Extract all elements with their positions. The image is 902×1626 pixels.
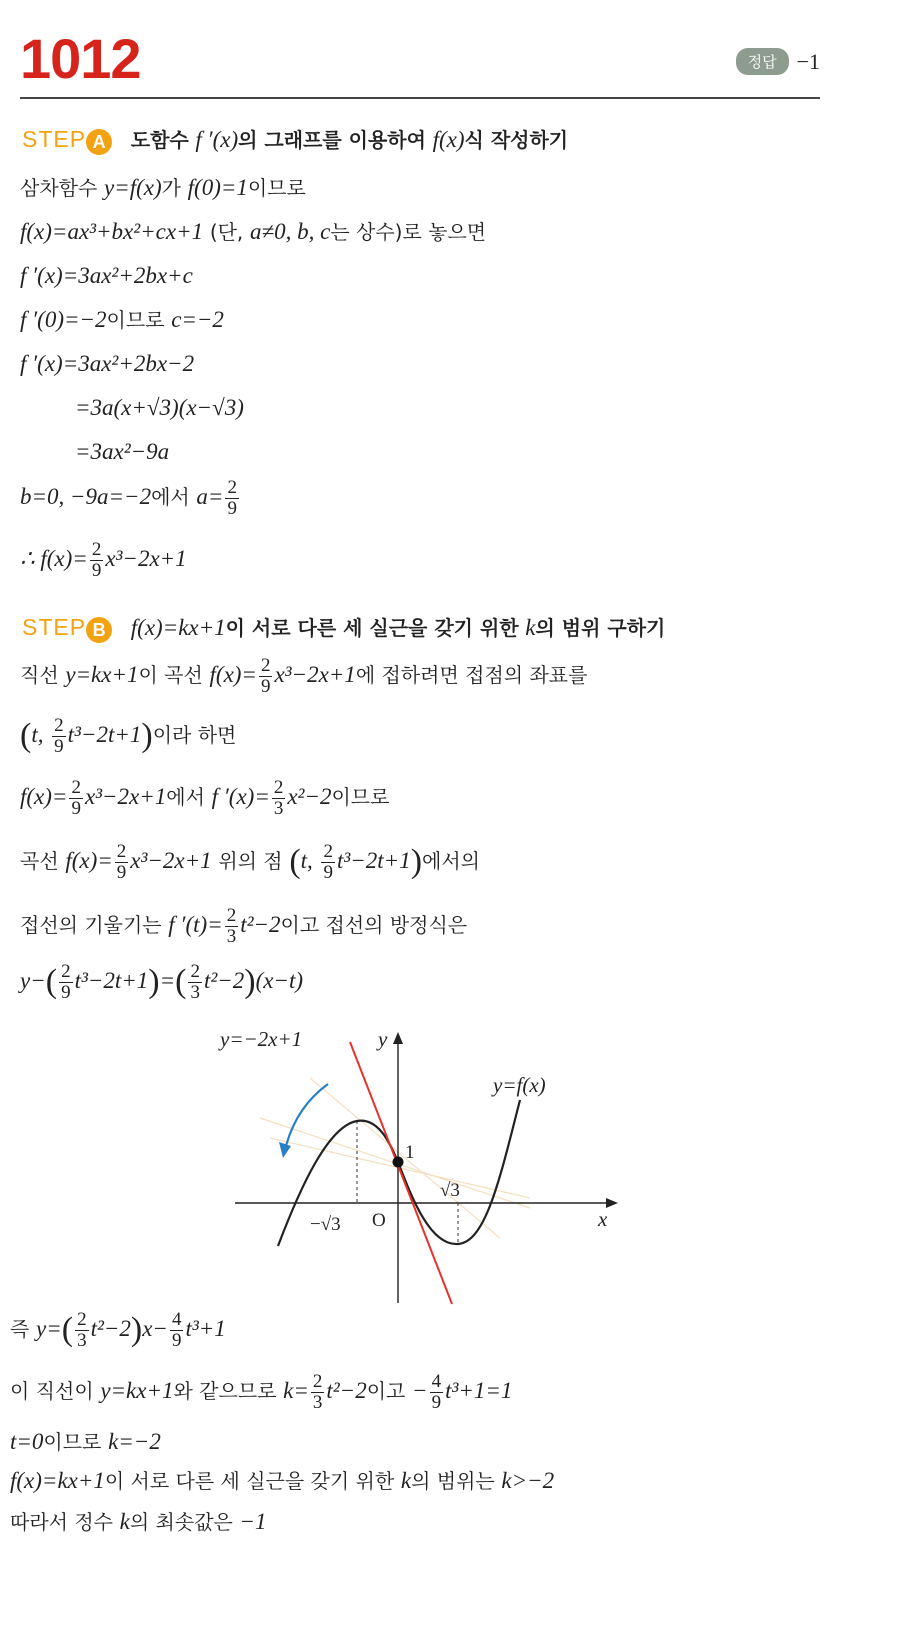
math-run: − bbox=[412, 1377, 428, 1403]
math-run: y=kx+1 bbox=[100, 1377, 174, 1403]
problem-number: 1012 bbox=[20, 27, 141, 90]
point-label: 1 bbox=[405, 1142, 415, 1163]
text-run: 이므로 bbox=[331, 784, 390, 809]
line-label: y=−2x+1 bbox=[220, 1027, 303, 1051]
fraction-numerator: 4 bbox=[171, 1309, 182, 1330]
math-run: f ′(x)=3ax²+2bx−2 bbox=[20, 351, 195, 376]
math-run: x³−2x+1 bbox=[274, 661, 356, 687]
header bbox=[20, 18, 820, 100]
math-run: x− bbox=[142, 1315, 168, 1341]
step-b-heading bbox=[22, 612, 665, 643]
right-paren: ) bbox=[141, 717, 153, 755]
fraction-denominator: 3 bbox=[77, 1329, 87, 1351]
text-run: 이므로 bbox=[247, 176, 306, 200]
text-run: 이 곡선 bbox=[138, 662, 203, 687]
text-run: 이라 하면 bbox=[152, 722, 237, 747]
math-run: a= bbox=[196, 483, 224, 509]
step-b-line-2 bbox=[20, 716, 236, 757]
math-run: t³−2t+1 bbox=[74, 967, 149, 993]
math-run: t³+1 bbox=[185, 1315, 226, 1341]
text-run: 이고 bbox=[366, 1378, 406, 1403]
step-a-letter: A bbox=[86, 129, 112, 155]
fraction-denominator: 9 bbox=[91, 559, 102, 581]
fraction-numerator: 2 bbox=[190, 961, 200, 982]
math-run: y=kx+1 bbox=[65, 661, 139, 687]
math-run: x³−2x+1 bbox=[130, 847, 212, 873]
math-run: t, bbox=[31, 721, 44, 747]
fraction bbox=[69, 778, 83, 819]
text-run: 는 상수)로 놓으면 bbox=[330, 220, 487, 244]
fraction-numerator: 2 bbox=[116, 841, 127, 862]
right-paren: ) bbox=[148, 963, 160, 1001]
text-run: 직선 bbox=[20, 662, 59, 687]
fraction-denominator: 9 bbox=[71, 797, 81, 819]
text-run: 이 직선이 bbox=[10, 1378, 94, 1403]
math-run: t³+1=1 bbox=[445, 1377, 513, 1403]
fraction-numerator: 2 bbox=[91, 539, 102, 560]
fraction-numerator: 2 bbox=[226, 905, 237, 926]
math-run: y= bbox=[36, 1315, 62, 1341]
y-intercept-point bbox=[393, 1157, 404, 1168]
fraction bbox=[188, 962, 202, 1003]
text-run: 이 서로 다른 세 실근을 갖기 위한 bbox=[104, 1469, 395, 1493]
step-b-letter: B bbox=[86, 617, 112, 643]
text-run: 의 범위는 bbox=[411, 1469, 495, 1493]
math-run: f(0)=1 bbox=[187, 175, 248, 200]
step-a-line-6 bbox=[75, 394, 244, 422]
fraction bbox=[272, 778, 286, 819]
fraction-denominator: 9 bbox=[54, 735, 64, 757]
fraction-numerator: 4 bbox=[431, 1371, 442, 1392]
math-run: t³−2t+1 bbox=[67, 721, 142, 747]
x-axis-label: x bbox=[598, 1207, 608, 1231]
math-run: k= bbox=[283, 1377, 309, 1403]
text-run: 접선의 기울기는 bbox=[20, 912, 162, 937]
text-run: 에 접하려면 접점의 좌표를 bbox=[355, 662, 588, 687]
origin-label: O bbox=[372, 1210, 386, 1231]
step-a-line-7 bbox=[75, 438, 169, 466]
text-run: 곡선 bbox=[20, 848, 59, 873]
text-run: 이므로 bbox=[106, 308, 165, 332]
math-run: −1 bbox=[239, 1509, 267, 1534]
step-a-title-math-1: f ′(x) bbox=[195, 127, 239, 152]
step-a-title-1: 도함수 bbox=[130, 128, 189, 152]
right-paren: ) bbox=[244, 963, 256, 1001]
math-run: c=−2 bbox=[171, 307, 224, 332]
math-run: k>−2 bbox=[501, 1468, 555, 1493]
step-b-line-11 bbox=[10, 1508, 267, 1536]
step-a-line-1 bbox=[20, 174, 306, 202]
fraction bbox=[259, 656, 273, 697]
rotation-arrow bbox=[285, 1084, 328, 1150]
left-paren: ( bbox=[289, 843, 301, 881]
text-run: (단, bbox=[209, 220, 244, 244]
math-run: t, bbox=[300, 847, 313, 873]
fraction-denominator: 3 bbox=[190, 981, 200, 1003]
math-run: t=0 bbox=[10, 1429, 44, 1454]
step-a-title-3: 식 작성하기 bbox=[464, 128, 569, 152]
fraction bbox=[225, 478, 239, 519]
fraction bbox=[115, 842, 129, 883]
step-a-title-2: 의 그래프를 이용하여 bbox=[238, 128, 426, 152]
math-run: =3a(x+√3)(x−√3) bbox=[75, 395, 244, 420]
step-b-line-1 bbox=[20, 656, 587, 697]
answer-box bbox=[736, 48, 820, 75]
fraction-numerator: 2 bbox=[260, 655, 271, 676]
step-a-heading bbox=[22, 124, 568, 155]
math-run: k bbox=[119, 1509, 130, 1534]
fraction bbox=[311, 1372, 325, 1413]
fraction-denominator: 9 bbox=[116, 861, 127, 883]
pos-root-label: √3 bbox=[440, 1180, 460, 1201]
math-run: ∴ f(x)= bbox=[20, 545, 88, 571]
math-run: f ′(x)= bbox=[211, 783, 270, 809]
function-graph bbox=[200, 1018, 640, 1308]
fraction-numerator: 2 bbox=[227, 477, 237, 498]
text-run: 따라서 정수 bbox=[10, 1510, 113, 1534]
fraction bbox=[170, 1310, 184, 1351]
fraction-denominator: 3 bbox=[273, 797, 284, 819]
step-a-tag: STEP bbox=[22, 126, 87, 152]
math-run: b=0, −9a=−2 bbox=[20, 483, 152, 509]
text-run: 이고 접선의 방정식은 bbox=[280, 912, 468, 937]
fraction-denominator: 9 bbox=[323, 861, 333, 883]
math-run: = bbox=[159, 967, 176, 993]
right-paren: ) bbox=[130, 1311, 143, 1349]
fraction-numerator: 2 bbox=[77, 1309, 87, 1330]
step-b-title-math-2: k bbox=[525, 615, 536, 640]
y-axis-label: y bbox=[378, 1027, 388, 1051]
left-paren: ( bbox=[45, 963, 58, 1001]
step-b-title-1: 이 서로 다른 세 실근을 갖기 위한 bbox=[225, 616, 519, 640]
step-b-line-6 bbox=[20, 962, 303, 1003]
math-run: t²−2 bbox=[326, 1377, 367, 1403]
step-a-line-2 bbox=[20, 218, 486, 246]
math-run: f(x)= bbox=[65, 847, 113, 873]
step-b-line-4 bbox=[20, 842, 480, 883]
step-a-line-8 bbox=[20, 478, 241, 519]
text-run: 에서 bbox=[166, 784, 205, 809]
text-run: 에서의 bbox=[422, 848, 480, 873]
step-b-line-8 bbox=[10, 1372, 512, 1413]
math-run: f(x)= bbox=[209, 661, 257, 687]
math-run: t²−2 bbox=[240, 911, 281, 937]
step-a-line-3 bbox=[20, 262, 193, 290]
header-divider bbox=[20, 97, 820, 99]
text-run: 와 같으므로 bbox=[173, 1378, 277, 1403]
math-run: k bbox=[400, 1468, 412, 1493]
step-b-line-7 bbox=[10, 1310, 226, 1351]
fraction-denominator: 3 bbox=[312, 1391, 323, 1413]
math-run: f ′(t)= bbox=[168, 911, 223, 937]
math-run: f(x)=ax³+bx²+cx+1 bbox=[20, 219, 204, 244]
text-run: 삼차함수 bbox=[20, 176, 98, 200]
answer-value: −1 bbox=[796, 48, 820, 74]
math-run: y− bbox=[20, 967, 46, 993]
step-a-line-4 bbox=[20, 306, 224, 334]
y-axis-arrow bbox=[393, 1032, 403, 1044]
fraction-denominator: 9 bbox=[171, 1329, 182, 1351]
math-run: =3ax²−9a bbox=[75, 439, 170, 464]
fraction-numerator: 2 bbox=[273, 777, 284, 798]
answer-badge: 정답 bbox=[736, 48, 789, 75]
math-run: t³−2t+1 bbox=[336, 847, 411, 873]
step-b-line-10 bbox=[10, 1467, 554, 1495]
fraction-denominator: 9 bbox=[260, 675, 271, 697]
math-run: x²−2 bbox=[287, 783, 332, 809]
fraction-denominator: 9 bbox=[61, 981, 71, 1003]
math-run: k=−2 bbox=[108, 1429, 161, 1454]
fraction-numerator: 2 bbox=[323, 841, 333, 862]
text-run: 이므로 bbox=[43, 1430, 102, 1454]
math-run: f ′(x)=3ax²+2bx+c bbox=[20, 263, 193, 288]
math-run: (x−t) bbox=[255, 967, 304, 993]
fraction bbox=[75, 1310, 89, 1351]
step-b-line-5 bbox=[20, 906, 467, 947]
math-run: t²−2 bbox=[90, 1315, 131, 1341]
fraction-denominator: 9 bbox=[431, 1391, 442, 1413]
math-run: f(x)= bbox=[20, 783, 68, 809]
fraction bbox=[90, 540, 104, 581]
curve-label: y=f(x) bbox=[493, 1073, 546, 1097]
fraction-denominator: 9 bbox=[227, 497, 237, 519]
step-b-title-math-1: f(x)=kx+1 bbox=[130, 615, 226, 640]
text-run: 의 최솟값은 bbox=[129, 1510, 233, 1534]
math-run: a≠0, b, c bbox=[249, 219, 331, 244]
step-a-title-math-2: f(x) bbox=[432, 127, 465, 152]
rotation-arrow-head bbox=[279, 1142, 291, 1158]
text-run: 가 bbox=[161, 176, 181, 200]
math-run: y=f(x) bbox=[103, 175, 162, 200]
fraction bbox=[59, 962, 73, 1003]
text-run: 에서 bbox=[151, 484, 190, 509]
left-paren: ( bbox=[20, 717, 32, 755]
tangent-line bbox=[350, 1042, 452, 1304]
text-run: 위의 점 bbox=[218, 848, 283, 873]
fraction bbox=[52, 716, 66, 757]
step-a-line-5 bbox=[20, 350, 194, 378]
math-run: f ′(0)=−2 bbox=[20, 307, 107, 332]
math-run: x³−2x+1 bbox=[84, 783, 167, 809]
fraction-numerator: 2 bbox=[312, 1371, 323, 1392]
fraction-denominator: 3 bbox=[226, 925, 237, 947]
fraction-numerator: 2 bbox=[71, 777, 81, 798]
math-run: x³−2x+1 bbox=[105, 545, 187, 571]
step-b-line-3 bbox=[20, 778, 389, 819]
fraction-numerator: 2 bbox=[54, 715, 64, 736]
x-axis-arrow bbox=[606, 1198, 618, 1208]
math-run: f(x)=kx+1 bbox=[10, 1468, 105, 1493]
fraction bbox=[321, 842, 335, 883]
step-b-tag: STEP bbox=[22, 614, 87, 640]
text-run: 즉 bbox=[10, 1316, 30, 1341]
right-paren: ) bbox=[410, 843, 423, 881]
left-paren: ( bbox=[175, 963, 187, 1001]
step-b-title-2: 의 범위 구하기 bbox=[535, 616, 666, 640]
math-run: t²−2 bbox=[203, 967, 245, 993]
fraction bbox=[430, 1372, 444, 1413]
step-a-line-9 bbox=[20, 540, 187, 581]
step-b-line-9 bbox=[10, 1428, 161, 1456]
left-paren: ( bbox=[61, 1311, 74, 1349]
fraction bbox=[225, 906, 239, 947]
fraction-numerator: 2 bbox=[61, 961, 71, 982]
neg-root-label: −√3 bbox=[310, 1214, 341, 1235]
